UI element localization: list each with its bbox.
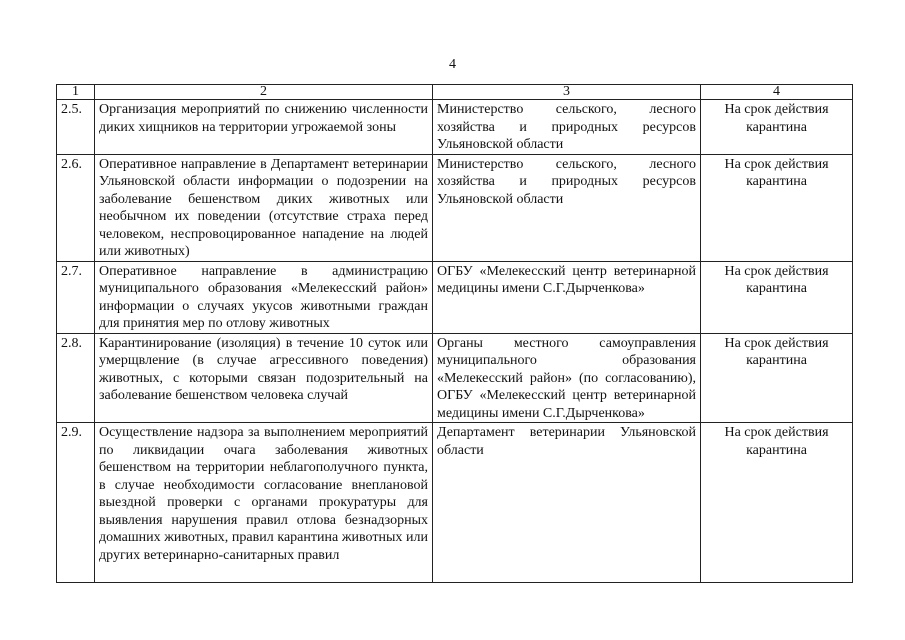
term-text: На срок действия карантина (701, 154, 853, 261)
term-text: На срок действия карантина (701, 423, 853, 583)
term-text: На срок действия карантина (701, 261, 853, 333)
responsible-text: Министерство сельского, лесного хозяйства и природных ресурсов Ульяновской области (433, 154, 701, 261)
measures-table (56, 84, 853, 583)
measure-text: Организация мероприятий по снижению численности диких хищников на территории угрожаемой зоны (95, 100, 433, 155)
table-header (57, 85, 853, 100)
responsible-text: Министерство сельского, лесного хозяйства и природных ресурсов Ульяновской области (433, 100, 701, 155)
table-row (57, 423, 853, 583)
measure-text: Оперативное направление в Департамент ветеринарии Ульяновской области информации о подозрении на заболевание бешенством диких животных или необычном их поведении (отсутствие страха перед человеком, неспровоцированное нападение на людей или животных) (95, 154, 433, 261)
table-row (57, 100, 853, 155)
header-col-2: 2 (95, 85, 433, 100)
header-col-3: 3 (433, 85, 701, 100)
measure-text: Карантинирование (изоляция) в течение 10 суток или умерщвление (в случае агрессивного поведения) животных, с которыми связан подозрительный на заболевание бешенством человека случай (95, 333, 433, 423)
table-row (57, 333, 853, 423)
page-number: 4 (449, 57, 456, 72)
table-row (57, 154, 853, 261)
measure-text: Осуществление надзора за выполнением мероприятий по ликвидации очага заболевания животных бешенством на территории неблагополучного пункта, в случае необходимости согласование внеплановой выездной проверки с органами прокуратуры для выявления нарушения правил отлова безнадзорных домашних животных, правил карантина животных или других ветеринарно-санитарных правил (95, 423, 433, 583)
row-number: 2.8. (57, 333, 95, 423)
row-number: 2.7. (57, 261, 95, 333)
row-number: 2.5. (57, 100, 95, 155)
term-text: На срок действия карантина (701, 333, 853, 423)
responsible-text: Департамент ветеринарии Ульяновской области (433, 423, 701, 583)
header-col-1: 1 (57, 85, 95, 100)
responsible-text: ОГБУ «Мелекесский центр ветеринарной медицины имени С.Г.Дырченкова» (433, 261, 701, 333)
table-row (57, 261, 853, 333)
measure-text: Оперативное направление в администрацию муниципального образования «Мелекесский район» информации о случаях укусов животными граждан для принятия мер по отлову животных (95, 261, 433, 333)
term-text: На срок действия карантина (701, 100, 853, 155)
responsible-text: Органы местного самоуправления муниципального образования «Мелекесский район» (по согласованию), ОГБУ «Мелекесский центр ветеринарной медицины имени С.Г.Дырченкова» (433, 333, 701, 423)
header-col-4: 4 (701, 85, 853, 100)
row-number: 2.9. (57, 423, 95, 583)
row-number: 2.6. (57, 154, 95, 261)
